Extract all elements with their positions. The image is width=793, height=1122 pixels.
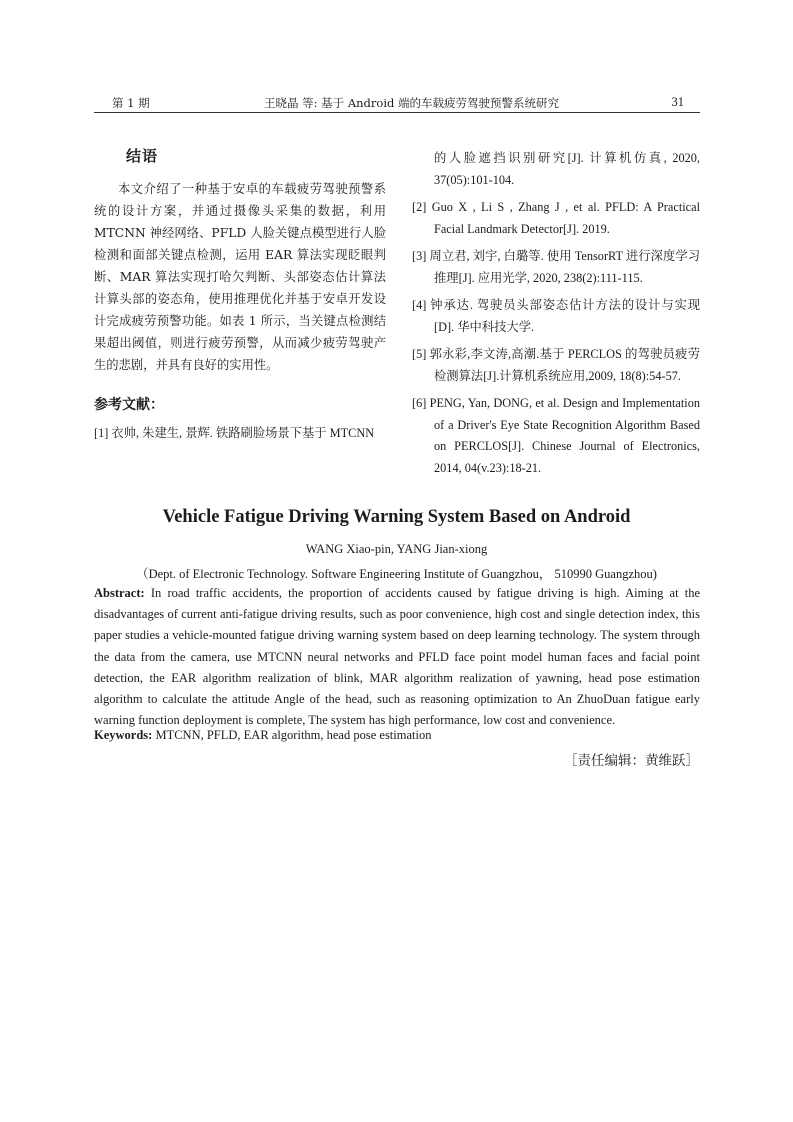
right-column [412,148,700,485]
references-heading: 参考文献： [94,397,164,413]
english-abstract [94,583,700,731]
left-column [94,145,386,445]
reference-1-continuation: 的人脸遮挡识别研究[J]. 计算机仿真, 2020, 37(05):101-104. [434,151,700,187]
reference-item: [4] 钟承达. 驾驶员头部姿态估计方法的设计与实现[D]. 华中科技大学. [412,298,700,334]
header-divider [94,112,700,113]
reference-item: [3] 周立君, 刘宇, 白璐等. 使用 TensorRT 进行深度学习推理[J]. 应用光学, 2020, 238(2):111-115. [412,249,700,285]
page-number: 31 [671,95,684,109]
english-affiliation: （Dept. of Electronic Technology. Software Engineering Institute of Guangzhou， 510990 Guangzhou) [136,567,657,581]
page-header [94,92,700,114]
english-keywords [94,728,700,743]
abstract-label: Abstract: [94,586,145,600]
conclusion-heading: 结语 [126,147,159,165]
abstract-text: In road traffic accidents, the proportion of accidents caused by fatigue driving is high. Aiming at the disadvantages of current anti-fatigue driving results, such as poor convenience, high cost and single detection index, this paper studies a vehicle-mounted fatigue driving warning system based on deep learning technology. The system through the data from the camera, use MTCNN neural networks and PFLD face point model human faces and facial point detection, the EAR algorithm realization of blink, MAR algorithm realization of yawning, head pose estimation algorithm to calculate the attitude Angle of the head, such as reasoning optimization to An ZhuoDuan fatigue early warning function deployment is complete, The system has high performance, low cost and convenience. [94,586,700,728]
reference-item: [5] 郭永彩,李文涛,高潮.基于 PERCLOS 的驾驶员疲劳检测算法[J].计算机系统应用,2009, 18(8):54-57. [412,347,700,383]
conclusion-paragraph: 本文介绍了一种基于安卓的车载疲劳驾驶预警系统的设计方案，并通过摄像头采集的数据，利用 MTCNN 神经网络、PFLD 人脸关键点模型进行人脸检测和面部关键点检测，运用 EAR 算法实现眨眼判断、MAR 算法实现打哈欠判断、头部姿态估计算法计算头部的姿态角，使用推理优化并基于安卓开发设计完成疲劳预警功能。如表 1 所示，当关键点检测结果超出阈值，则进行疲劳预警，从而减少疲劳驾驶产生的悲剧，并具有良好的实用性。 [94,182,386,372]
reference-item: [2] Guo X , Li S , Zhang J , et al. PFLD: A Practical Facial Landmark Detector[J]. 2019. [412,200,700,236]
keywords-label: Keywords: [94,728,153,742]
reference-1-start: [1] 衣帅, 朱建生, 景辉. 铁路刷脸场景下基于 MTCNN [94,426,375,440]
english-title: Vehicle Fatigue Driving Warning System Based on Android [162,507,631,527]
keywords-text: MTCNN, PFLD, EAR algorithm, head pose estimation [152,728,432,742]
english-authors: WANG Xiao-pin, YANG Jian-xiong [305,542,488,556]
running-title: 王晓晶 等: 基于 Android 端的车载疲劳驾驶预警系统研究 [264,96,560,110]
reference-item: [6] PENG, Yan, DONG, et al. Design and Implementation of a Driver's Eye State Recognition Algorithm Based on PERCLOS[J]. Chinese Journal of Electronics, 2014, 04(v.23):18-21. [412,396,700,475]
editor-note: ［责任编辑：黄维跃］ [564,753,699,769]
issue-label: 第 1 期 [112,96,150,110]
